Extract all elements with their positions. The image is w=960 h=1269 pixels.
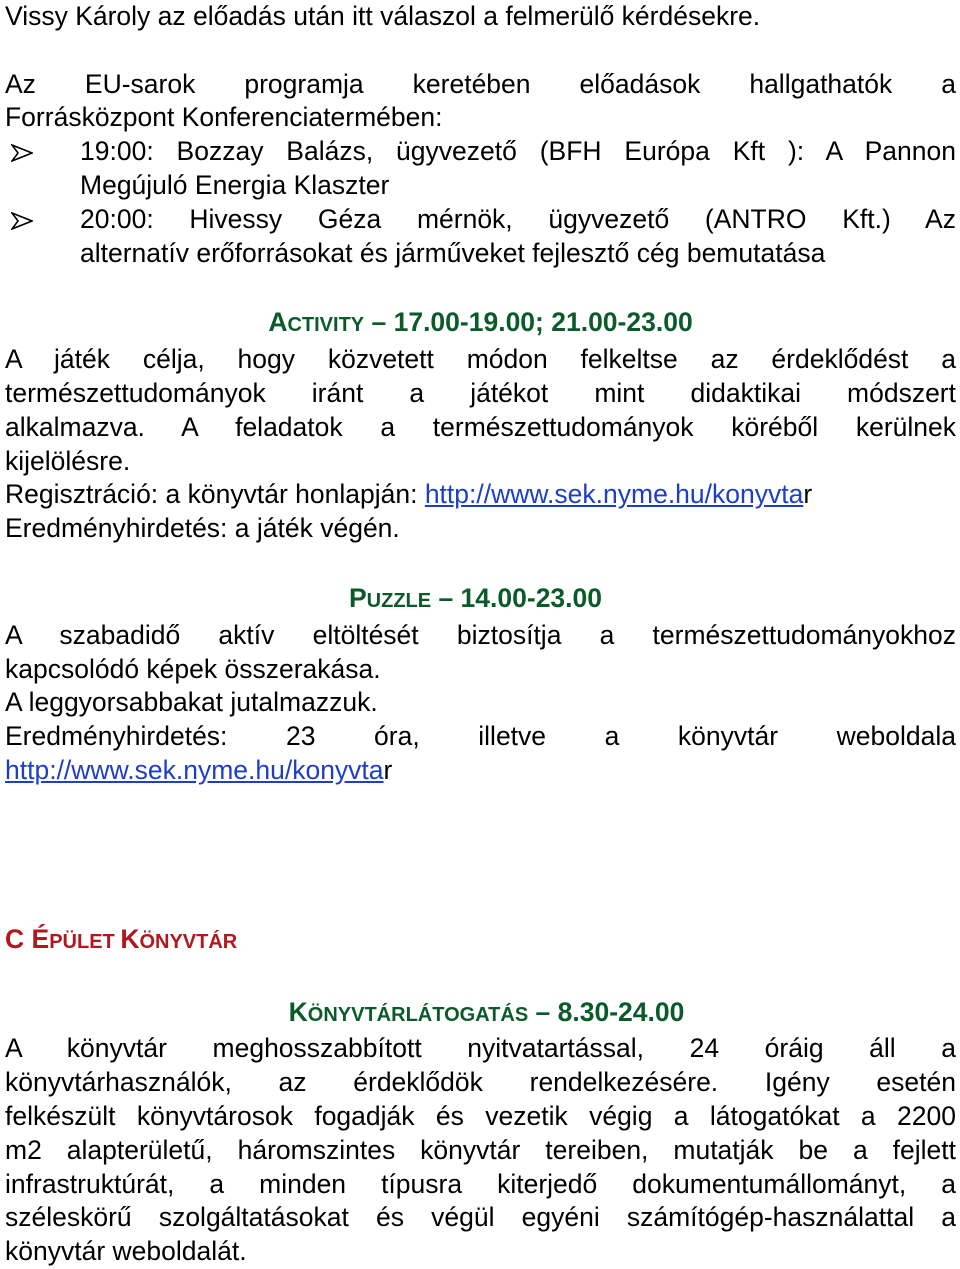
puzzle-line-4: Eredményhirdetés: 23 óra, illetve a könyvtár weboldala: [5, 721, 956, 752]
activity-heading-time: – 17.00-19.00; 21.00-23.00: [364, 307, 693, 338]
spacer: [5, 34, 956, 68]
bullet-item-2-line-1: 20:00: Hivessy Géza mérnök, ügyvezető (ANTRO Kft.) Az: [80, 203, 956, 234]
bullet-item-1: [5, 135, 956, 203]
activity-line-3: alkalmazva. A feladatok a természettudományok köréből kerülnek: [5, 411, 956, 442]
activity-registration: [5, 478, 956, 512]
library-visit-line-6: széleskörű szolgáltatásokat és végül egyéni számítógép-használattal a: [5, 1202, 956, 1233]
bullet-item-2-line-2: alternatív erőforrásokat és járműveket fejlesztő cég bemutatása: [80, 237, 826, 268]
activity-heading: [5, 306, 956, 343]
registration-link-tail: r: [803, 479, 813, 510]
eu-sarok-line-1: Az EU-sarok programja keretében előadások hallgathatók a: [5, 68, 956, 99]
building-e-initial: É: [31, 923, 50, 954]
puzzle-heading-time: – 14.00-23.00: [431, 582, 603, 613]
activity-line-2: természettudományok iránt a játékot mint didaktikai módszert: [5, 377, 956, 408]
eu-sarok-line-2: Forrásközpont Konferenciatermében:: [5, 102, 443, 133]
library-visit-line-4: m2 alapterületű, háromszintes könyvtár tereiben, mutatják be a fejlett: [5, 1134, 956, 1165]
activity-results: Eredményhirdetés: a játék végén.: [5, 513, 400, 544]
spacer: [5, 960, 956, 996]
library-visit-heading: [5, 996, 956, 1033]
spacer: [5, 546, 956, 582]
library-visit-heading-rest: ÖNYVTÁRLÁTOGATÁS: [307, 1003, 529, 1026]
library-visit-heading-time: – 8.30-24.00: [528, 996, 685, 1027]
library-visit-heading-initial: K: [288, 996, 308, 1027]
puzzle-heading: [5, 582, 956, 619]
library-visit-line-5: infrastruktúrát, a minden típusra kiterjedő dokumentumállományt, a: [5, 1168, 956, 1199]
puzzle-line-3: A leggyorsabbakat jutalmazzuk.: [5, 687, 378, 718]
activity-heading-rest: CTIVITY: [287, 314, 365, 337]
document-page: [5, 0, 956, 1269]
library-visit-line-2: könyvtárhasználók, az érdeklődök rendelkezésére. Igény esetén: [5, 1067, 956, 1098]
arrow-bullet-icon: [5, 135, 80, 169]
library-visit-line-3: felkészült könyvtárosok fogadják és vezetik végig a látogatókat a 2200: [5, 1100, 956, 1131]
library-visit-line-1: A könyvtár meghosszabbított nyitvatartással, 24 óráig áll a: [5, 1033, 956, 1064]
puzzle-heading-initial: P: [348, 582, 367, 613]
building-k-rest: ÖNYVTÁR: [139, 930, 238, 953]
puzzle-link[interactable]: http://www.sek.nyme.hu/konyvta: [5, 754, 384, 785]
activity-line-4: kijelölésre.: [5, 445, 131, 476]
bullet-item-2: [5, 203, 956, 271]
building-k-initial: K: [120, 923, 140, 954]
registration-link[interactable]: http://www.sek.nyme.hu/konyvta: [424, 479, 804, 510]
puzzle-link-line: [5, 754, 956, 788]
spacer: [5, 270, 956, 306]
building-c: C: [5, 923, 32, 954]
arrow-bullet-icon: [5, 203, 80, 237]
puzzle-line-1: A szabadidő aktív eltöltését biztosítja a természettudományokhoz: [5, 619, 956, 650]
activity-line-1: A játék célja, hogy közvetett módon felkeltse az érdeklődést a: [5, 344, 956, 375]
bullet-item-1-line-2: Megújuló Energia Klaszter: [80, 169, 390, 200]
puzzle-heading-rest: UZZLE: [366, 589, 432, 612]
building-heading: [5, 923, 956, 960]
building-e-rest: PÜLET: [49, 930, 121, 953]
bullet-item-1-line-1: 19:00: Bozzay Balázs, ügyvezető (BFH Európa Kft ): A Pannon: [80, 136, 956, 167]
library-visit-line-7: könyvtár weboldalát.: [5, 1236, 247, 1267]
puzzle-line-2: kapcsolódó képek összerakása.: [5, 653, 381, 684]
activity-heading-initial: A: [268, 307, 288, 338]
spacer: [5, 788, 956, 923]
puzzle-link-tail: r: [383, 754, 393, 785]
registration-label: Regisztráció: a könyvtár honlapján:: [5, 479, 425, 510]
intro-line: Vissy Károly az előadás után itt válaszol a felmerülő kérdésekre.: [5, 1, 761, 31]
